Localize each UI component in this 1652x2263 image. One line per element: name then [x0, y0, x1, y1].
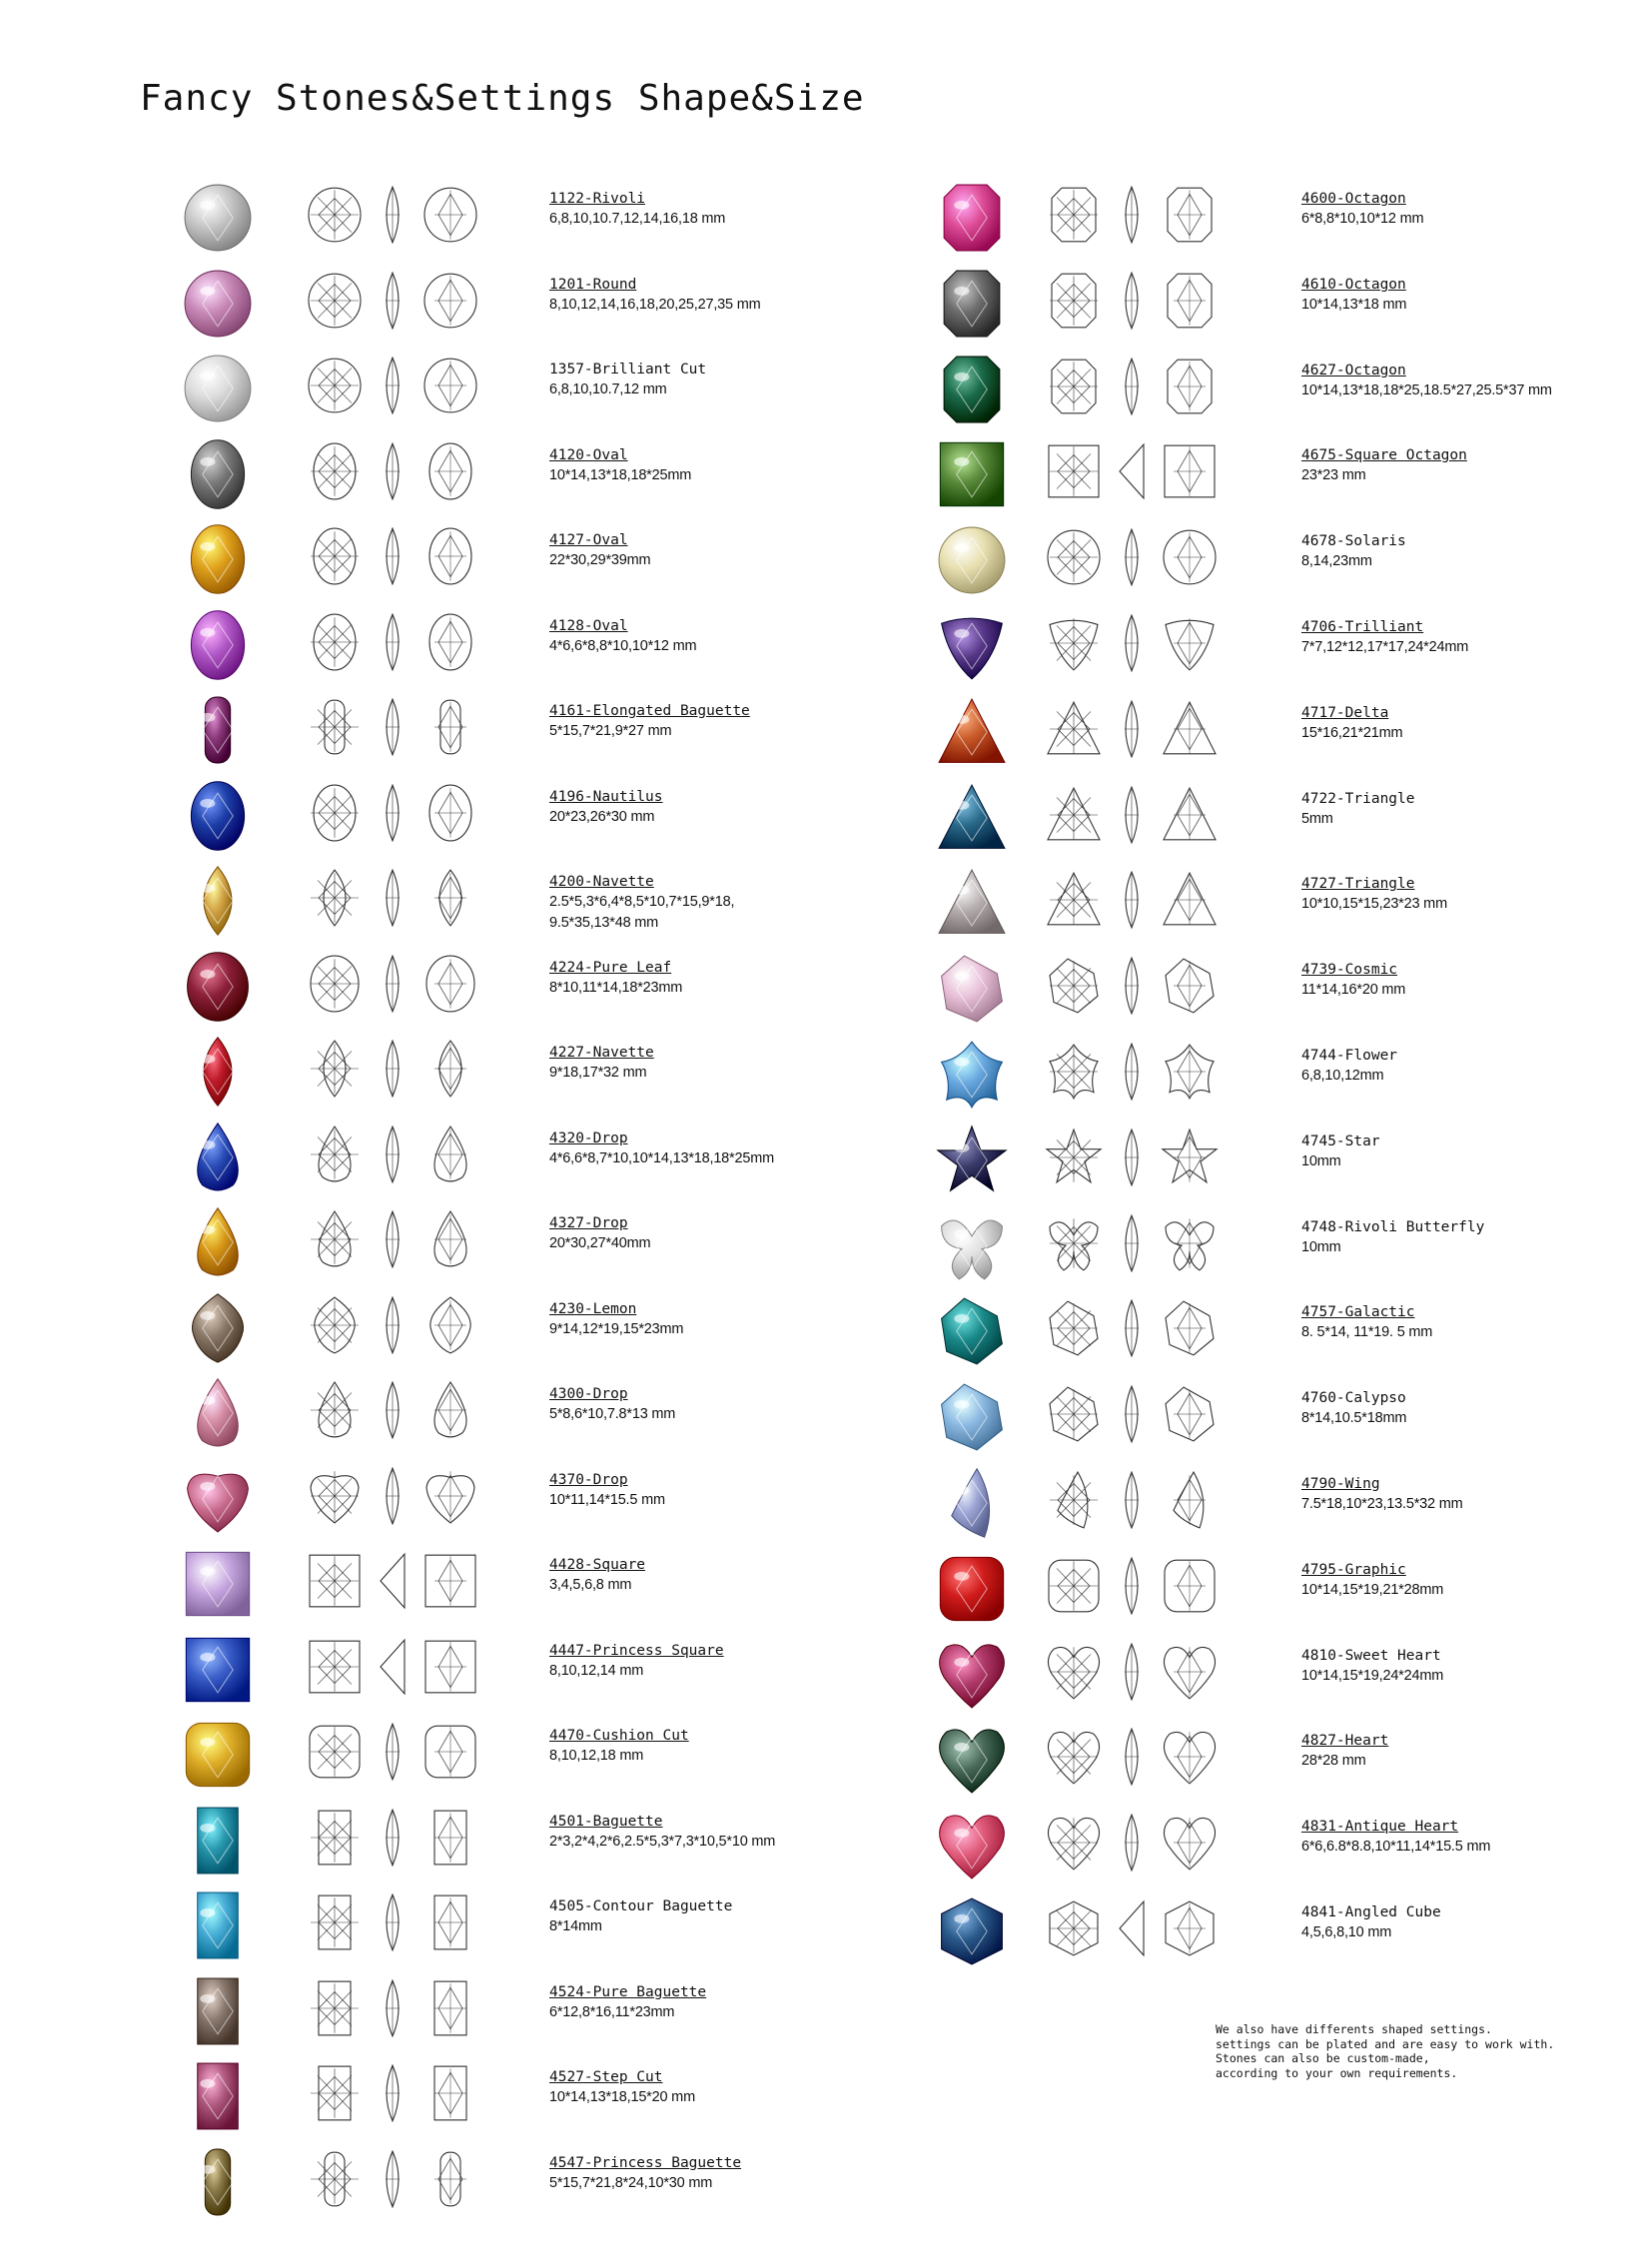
- stone-name: 4717-Delta: [1301, 704, 1389, 721]
- stone-row: [934, 1465, 1633, 1545]
- stone-label: [549, 190, 725, 230]
- note-line: Stones can also be custom-made,: [1216, 2051, 1430, 2065]
- stone-sizes: 10*14,13*18,18*25,18.5*27,25.5*37 mm: [1301, 381, 1552, 398]
- stone-row: [180, 1803, 879, 1883]
- stone-sizes: 10*10,15*15,23*23 mm: [1301, 896, 1447, 913]
- stone-name: 4224-Pure Leaf: [549, 959, 672, 976]
- stone-sizes: 8*10,11*14,18*23mm: [549, 979, 683, 996]
- crystal-stone-image: [180, 1973, 256, 2049]
- stone-row: [180, 1546, 879, 1626]
- stone-name: 4727-Triangle: [1301, 876, 1415, 893]
- stone-label: [1301, 1647, 1443, 1687]
- stone-name: 4327-Drop: [549, 1215, 628, 1231]
- stone-sizes: 10*14,15*19,24*24mm: [1301, 1667, 1444, 1684]
- stone-sizes: 10mm: [1301, 1152, 1341, 1169]
- stone-sizes: 5*8,6*10,7.8*13 mm: [549, 1406, 676, 1422]
- stone-row: [934, 1551, 1633, 1631]
- stone-row: [180, 778, 879, 858]
- stone-label: [549, 276, 760, 316]
- stone-name: 4678-Solaris: [1301, 533, 1406, 550]
- crystal-stone-image: [180, 266, 256, 342]
- stone-name: 4810-Sweet Heart: [1301, 1647, 1441, 1664]
- stone-name: 4196-Nautilus: [549, 788, 663, 805]
- stone-label: [1301, 532, 1406, 572]
- stone-row: [934, 180, 1633, 260]
- stone-row: [180, 2058, 879, 2138]
- stone-label: [549, 1642, 724, 1682]
- stone-label: [549, 1214, 650, 1254]
- stone-row: [934, 266, 1633, 346]
- stone-name: 4470-Cushion Cut: [549, 1728, 689, 1744]
- crystal-stone-image: [180, 180, 256, 256]
- stone-row: [180, 521, 879, 601]
- stone-row: [934, 1293, 1633, 1373]
- stone-name: 4370-Drop: [549, 1471, 628, 1488]
- stone-name: 4505-Contour Baguette: [549, 1898, 733, 1914]
- stone-row: [180, 1461, 879, 1541]
- stone-sizes: 6,8,10,12mm: [1301, 1068, 1384, 1084]
- stone-label: [549, 531, 650, 571]
- stone-sizes: 6*12,8*16,11*23mm: [549, 2003, 675, 2020]
- stone-sizes: 9*14,12*19,15*23mm: [549, 1320, 684, 1337]
- stone-row: [180, 2144, 879, 2224]
- crystal-stone-image: [180, 2058, 256, 2134]
- stone-name: 4161-Elongated Baguette: [549, 703, 750, 719]
- crystal-stone-image: [934, 266, 1010, 342]
- crystal-stone-image: [934, 1379, 1010, 1455]
- stone-sizes: 10*14,13*18,18*25mm: [549, 466, 692, 483]
- stone-sizes: 8,10,12,14 mm: [549, 1662, 644, 1679]
- stone-sizes: 20*30,27*40mm: [549, 1235, 651, 1251]
- stone-label: [549, 2154, 741, 2194]
- stone-row: [934, 780, 1633, 860]
- stone-sizes: 6*6,6.8*8.8,10*11,14*15.5 mm: [1301, 1839, 1491, 1856]
- crystal-stone-image: [180, 1632, 256, 1708]
- crystal-stone-image: [934, 1722, 1010, 1798]
- crystal-stone-image: [934, 1293, 1010, 1369]
- stone-name: 4757-Galactic: [1301, 1304, 1415, 1321]
- stone-row: [934, 951, 1633, 1031]
- stone-name: 4227-Navette: [549, 1045, 654, 1061]
- stone-label: [1301, 276, 1406, 316]
- crystal-stone-image: [934, 608, 1010, 684]
- crystal-stone-image: [180, 949, 256, 1025]
- stone-sizes: 8*14,10.5*18mm: [1301, 1410, 1407, 1427]
- stone-row: [180, 1204, 879, 1284]
- stone-sizes: 10*14,15*19,21*28mm: [1301, 1581, 1444, 1598]
- stone-name: 4610-Octagon: [1301, 276, 1406, 293]
- crystal-stone-image: [934, 1123, 1010, 1198]
- stone-name: 4627-Octagon: [1301, 362, 1406, 378]
- stone-row: [934, 865, 1633, 945]
- stone-row: [180, 266, 879, 346]
- stone-name: 1201-Round: [549, 276, 637, 293]
- crystal-stone-image: [934, 951, 1010, 1027]
- stone-label: [1301, 704, 1402, 744]
- stone-name: 1357-Brilliant Cut: [549, 362, 707, 377]
- stone-name: 1122-Rivoli: [549, 191, 646, 207]
- stone-name: 4841-Angled Cube: [1301, 1904, 1441, 1920]
- crystal-stone-image: [180, 1803, 256, 1879]
- stone-sizes: 8,14,23mm: [1301, 553, 1372, 570]
- crystal-stone-image: [180, 521, 256, 597]
- stone-name: 4760-Calypso: [1301, 1390, 1406, 1407]
- stone-label: [549, 1897, 732, 1937]
- stone-label: [549, 1556, 645, 1596]
- stone-row: [934, 694, 1633, 774]
- stone-label: [1301, 1218, 1484, 1258]
- stone-row: [934, 1037, 1633, 1117]
- stone-label: [549, 959, 682, 999]
- stone-name: 4675-Square Octagon: [1301, 447, 1467, 464]
- stone-name: 4501-Baguette: [549, 1813, 663, 1830]
- stone-sizes: 3,4,5,6,8 mm: [549, 1577, 632, 1593]
- stone-label: [549, 1044, 654, 1084]
- stone-label: [549, 1300, 683, 1340]
- stone-label: [1301, 190, 1423, 230]
- stone-sizes: 28*28 mm: [1301, 1753, 1366, 1770]
- stone-sizes: 11*14,16*20 mm: [1301, 982, 1406, 999]
- stone-label: [549, 788, 663, 828]
- stone-row: [180, 692, 879, 772]
- stone-label: [1301, 1732, 1388, 1772]
- stone-row: [934, 1893, 1633, 1973]
- stone-label: [549, 1983, 706, 2023]
- stone-row: [934, 1637, 1633, 1717]
- stone-name: 4127-Oval: [549, 532, 628, 548]
- stone-label: [1301, 1047, 1397, 1087]
- crystal-stone-image: [934, 694, 1010, 770]
- stone-label: [549, 446, 691, 486]
- stone-sizes: 8*14mm: [549, 1918, 602, 1934]
- crystal-stone-image: [934, 780, 1010, 856]
- stone-sizes: 10*14,13*18 mm: [1301, 296, 1407, 313]
- stone-row: [180, 436, 879, 516]
- stone-sizes: 8,10,12,14,16,18,20,25,27,35 mm: [549, 296, 761, 313]
- stone-name: 4120-Oval: [549, 446, 628, 463]
- stone-row: [180, 1290, 879, 1370]
- note-line: settings can be plated and are easy to work with.: [1216, 2036, 1555, 2051]
- stone-sizes: 15*16,21*21mm: [1301, 724, 1403, 741]
- crystal-stone-image: [934, 1808, 1010, 1884]
- stone-name: 4547-Princess Baguette: [549, 2154, 742, 2171]
- stone-row: [180, 351, 879, 430]
- stone-sizes: 9*18,17*32 mm: [549, 1065, 647, 1081]
- stone-row: [180, 1973, 879, 2053]
- stone-label: [549, 1727, 689, 1767]
- settings-note: [1216, 2022, 1554, 2080]
- stone-name: 4827-Heart: [1301, 1733, 1389, 1750]
- stone-name: 4230-Lemon: [549, 1300, 637, 1317]
- stone-row: [180, 949, 879, 1029]
- stone-name: 4527-Step Cut: [549, 2069, 663, 2085]
- stone-row: [180, 180, 879, 260]
- stone-label: [549, 702, 750, 742]
- stone-sizes: 22*30,29*39mm: [549, 552, 651, 568]
- stone-name: 4790-Wing: [1301, 1476, 1380, 1492]
- stone-label: [1301, 1903, 1441, 1943]
- stone-row: [180, 1034, 879, 1114]
- stone-sizes: 10mm: [1301, 1238, 1341, 1255]
- crystal-stone-image: [934, 436, 1010, 512]
- stone-sizes: 6,8,10,10.7,12,14,16,18 mm: [549, 211, 726, 227]
- crystal-stone-image: [934, 1893, 1010, 1969]
- stone-row: [934, 1808, 1633, 1887]
- stone-sizes: 23*23 mm: [1301, 467, 1366, 484]
- stone-row: [180, 1375, 879, 1455]
- crystal-stone-image: [934, 352, 1010, 427]
- stone-sizes: 2.5*5,3*6,4*8,5*10,7*15,9*18,: [549, 894, 735, 910]
- stone-sizes: 10*11,14*15.5 mm: [549, 1491, 665, 1508]
- stone-name: 4706-Trilliant: [1301, 619, 1424, 635]
- stone-row: [180, 1120, 879, 1199]
- stone-row: [180, 607, 879, 687]
- stone-row: [180, 1887, 879, 1967]
- note-line: according to your own requirements.: [1216, 2065, 1458, 2080]
- crystal-stone-image: [934, 1037, 1010, 1113]
- stone-row: [934, 1379, 1633, 1459]
- crystal-stone-image: [934, 180, 1010, 256]
- stone-label: [1301, 790, 1415, 830]
- stone-name: 4744-Flower: [1301, 1048, 1398, 1064]
- stone-sizes: 7.5*18,10*23,13.5*32 mm: [1301, 1496, 1463, 1512]
- crystal-stone-image: [180, 1461, 256, 1537]
- crystal-stone-image: [934, 865, 1010, 941]
- stone-label: [549, 1130, 774, 1169]
- stone-sizes: 10*14,13*18,15*20 mm: [549, 2089, 695, 2105]
- stone-name: 4748-Rivoli Butterfly: [1301, 1218, 1485, 1235]
- crystal-stone-image: [180, 1546, 256, 1622]
- stone-label: [1301, 446, 1467, 486]
- stone-label: [1301, 1561, 1443, 1601]
- crystal-stone-image: [180, 1204, 256, 1280]
- stone-label: [1301, 1389, 1406, 1429]
- stone-sizes: 5*15,7*21,9*27 mm: [549, 723, 672, 739]
- stone-row: [934, 1722, 1633, 1802]
- stone-name: 4428-Square: [549, 1557, 646, 1573]
- stone-row: [934, 608, 1633, 688]
- stone-name: 4320-Drop: [549, 1130, 628, 1146]
- stone-sizes: 2*3,2*4,2*6,2.5*5,3*7,3*10,5*10 mm: [549, 1833, 776, 1850]
- stone-sizes: 4*6,6*8,8*10,10*12 mm: [549, 637, 697, 654]
- stone-name: 4722-Triangle: [1301, 790, 1415, 807]
- stone-label: [549, 873, 734, 934]
- crystal-stone-image: [180, 692, 256, 768]
- crystal-stone-image: [180, 436, 256, 512]
- stone-name: 4447-Princess Square: [549, 1642, 724, 1659]
- stone-label: [549, 1813, 775, 1853]
- stone-label: [1301, 875, 1447, 915]
- stone-name: 4300-Drop: [549, 1386, 628, 1402]
- stone-label: [549, 361, 706, 400]
- crystal-stone-image: [180, 1034, 256, 1110]
- crystal-stone-image: [180, 1120, 256, 1195]
- crystal-stone-image: [934, 1551, 1010, 1627]
- note-line: We also have differents shaped settings.: [1216, 2022, 1492, 2036]
- stone-row: [934, 522, 1633, 602]
- stone-sizes: 9.5*35,13*48 mm: [549, 915, 659, 931]
- crystal-stone-image: [180, 1290, 256, 1366]
- stone-name: 4739-Cosmic: [1301, 962, 1398, 979]
- stone-sizes: 7*7,12*12,17*17,24*24mm: [1301, 639, 1469, 655]
- stone-label: [1301, 1475, 1462, 1515]
- stone-name: 4128-Oval: [549, 617, 628, 634]
- stone-name: 4524-Pure Baguette: [549, 1983, 707, 2000]
- stone-sizes: 5mm: [1301, 810, 1333, 827]
- crystal-stone-image: [934, 1465, 1010, 1541]
- stone-row: [934, 352, 1633, 431]
- stone-sizes: 8,10,12,18 mm: [549, 1748, 644, 1764]
- stone-sizes: 4*6,6*8,7*10,10*14,13*18,18*25mm: [549, 1149, 774, 1166]
- stone-row: [934, 1123, 1633, 1202]
- page-title: Fancy Stones&Settings Shape&Size: [140, 78, 865, 119]
- stone-row: [934, 1208, 1633, 1288]
- stone-label: [549, 1471, 665, 1511]
- crystal-stone-image: [180, 1375, 256, 1451]
- crystal-stone-image: [934, 1637, 1010, 1713]
- crystal-stone-image: [934, 1208, 1010, 1284]
- crystal-stone-image: [180, 1717, 256, 1793]
- stone-sizes: 20*23,26*30 mm: [549, 808, 655, 825]
- stone-name: 4600-Octagon: [1301, 191, 1406, 207]
- crystal-stone-image: [180, 607, 256, 683]
- stone-sizes: 6,8,10,10.7,12 mm: [549, 381, 667, 397]
- stone-sizes: 5*15,7*21,8*24,10*30 mm: [549, 2174, 713, 2191]
- stone-label: [1301, 618, 1468, 658]
- stone-label: [1301, 961, 1405, 1001]
- crystal-stone-image: [180, 1887, 256, 1963]
- stone-label: [1301, 1303, 1432, 1343]
- crystal-stone-image: [180, 351, 256, 426]
- stone-sizes: 8. 5*14, 11*19. 5 mm: [1301, 1324, 1433, 1341]
- stone-row: [934, 436, 1633, 516]
- stone-row: [180, 1632, 879, 1712]
- stone-row: [180, 1717, 879, 1797]
- stone-label: [549, 617, 696, 657]
- stone-name: 4831-Antique Heart: [1301, 1819, 1459, 1836]
- stone-label: [1301, 1132, 1380, 1172]
- stone-name: 4200-Navette: [549, 874, 654, 890]
- crystal-stone-image: [180, 778, 256, 854]
- stone-name: 4745-Star: [1301, 1132, 1380, 1149]
- stone-row: [180, 863, 879, 943]
- stone-label: [549, 2068, 695, 2108]
- crystal-stone-image: [934, 522, 1010, 598]
- stone-label: [1301, 362, 1552, 401]
- stone-label: [1301, 1818, 1490, 1858]
- crystal-stone-image: [180, 2144, 256, 2220]
- stone-sizes: 6*8,8*10,10*12 mm: [1301, 211, 1424, 227]
- stone-sizes: 4,5,6,8,10 mm: [1301, 1924, 1392, 1940]
- stone-label: [549, 1385, 675, 1425]
- crystal-stone-image: [180, 863, 256, 939]
- stone-name: 4795-Graphic: [1301, 1561, 1406, 1578]
